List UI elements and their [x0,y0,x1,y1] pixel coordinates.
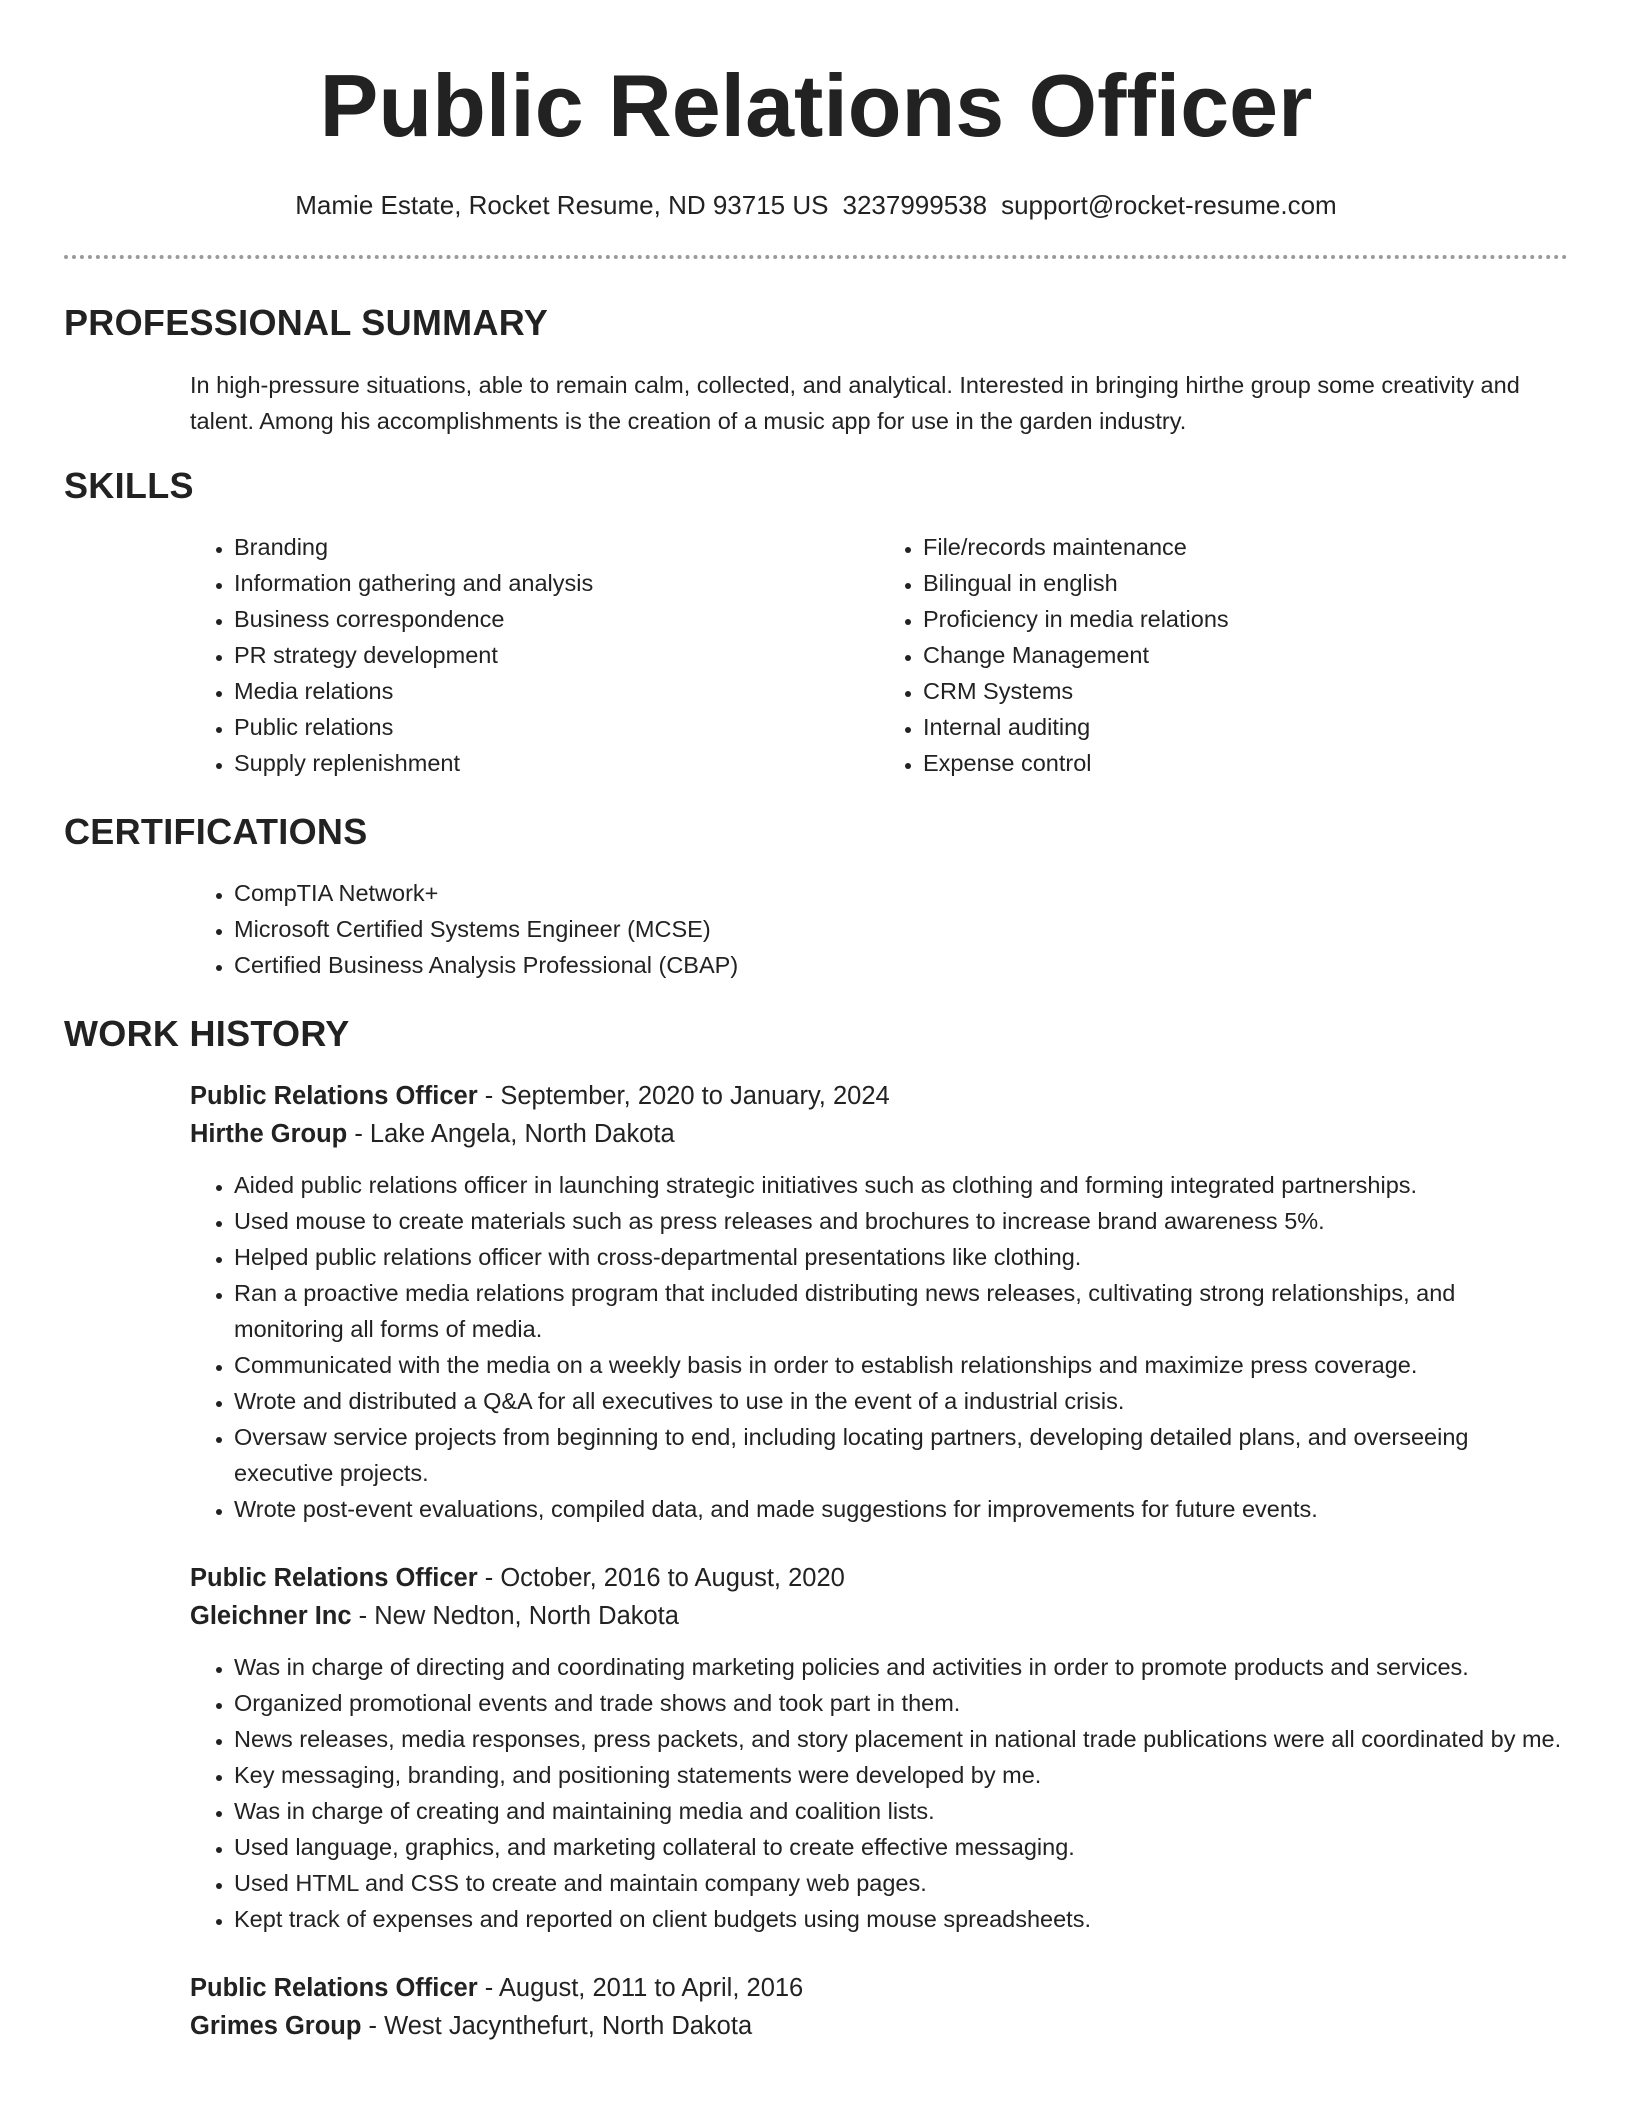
job-title-line [190,1559,1568,1597]
job-bullet: • Organized promotional events and trade shows and took part in them. [234,1685,1568,1721]
job-company: Hirthe Group [190,1120,348,1148]
job-company-line [190,1115,1568,1153]
skill-item: • Expense control [923,745,1568,781]
contact-line [64,190,1568,221]
job-dates: - September, 2020 to January, 2024 [477,1082,890,1110]
skill-item: • Information gathering and analysis [234,565,879,601]
job-location: - Lake Angela, North Dakota [347,1120,675,1148]
job-bullet: • Used mouse to create materials such as press releases and brochures to increase brand awareness 5%. [234,1203,1568,1239]
certifications-list [190,875,1568,983]
job-bullet: • Ran a proactive media relations program that included distributing news releases, cultivating strong relationships, and monitoring all forms of media. [234,1275,1568,1347]
skill-item: • File/records maintenance [923,529,1568,565]
certifications-heading: CERTIFICATIONS [64,811,368,852]
skill-item: • Branding [234,529,879,565]
job-bullet: • Communicated with the media on a weekly basis in order to establish relationships and maximize press coverage. [234,1347,1568,1383]
contact-phone: 3237999538 [842,190,988,220]
job-bullet: • Aided public relations officer in launching strategic initiatives such as clothing and forming integrated partnerships. [234,1167,1568,1203]
job-bullet: • Was in charge of directing and coordinating marketing policies and activities in order to promote products and services. [234,1649,1568,1685]
skills-list-right [879,529,1568,781]
job-bullet: • Used language, graphics, and marketing collateral to create effective messaging. [234,1829,1568,1865]
job-entry [190,1077,1568,1527]
summary-heading: PROFESSIONAL SUMMARY [64,302,549,343]
skill-item: • Proficiency in media relations [923,601,1568,637]
job-role: Public Relations Officer [190,1082,478,1110]
job-bullets [190,1167,1568,1527]
skill-item: • Public relations [234,709,879,745]
job-dates: - October, 2016 to August, 2020 [477,1564,845,1592]
work-history-heading: WORK HISTORY [64,1013,350,1054]
skill-item: • Media relations [234,673,879,709]
skill-item: • Business correspondence [234,601,879,637]
job-entry [190,1559,1568,1937]
skills-heading: SKILLS [64,465,194,506]
summary-text: In high-pressure situations, able to remain calm, collected, and analytical. Interested in bringing hirthe group some creativity and talent. Among his accomplishments is the creation of a music app for use in the garden industry. [190,372,1520,434]
job-title-line [190,1077,1568,1115]
job-bullet: • Wrote and distributed a Q&A for all executives to use in the event of a industrial crisis. [234,1383,1568,1419]
job-title-line [190,1969,1568,2007]
job-location: - New Nedton, North Dakota [351,1602,679,1630]
job-bullet: • Helped public relations officer with cross-departmental presentations like clothing. [234,1239,1568,1275]
job-role: Public Relations Officer [190,1974,478,2002]
job-dates: - August, 2011 to April, 2016 [477,1974,804,2002]
certification-item: • CompTIA Network+ [234,875,1568,911]
skill-item: • PR strategy development [234,637,879,673]
job-role: Public Relations Officer [190,1564,478,1592]
contact-address: Mamie Estate, Rocket Resume, ND 93715 US [295,190,829,220]
job-company-line [190,2007,1568,2045]
job-bullet: • Key messaging, branding, and positioning statements were developed by me. [234,1757,1568,1793]
certification-item: • Microsoft Certified Systems Engineer (MCSE) [234,911,1568,947]
skill-item: • Bilingual in english [923,565,1568,601]
skill-item: • CRM Systems [923,673,1568,709]
job-bullet: • Oversaw service projects from beginning to end, including locating partners, developing detailed plans, and overseeing executive projects. [234,1419,1568,1491]
skills-list-left [190,529,879,781]
job-location: - West Jacynthefurt, North Dakota [361,2012,753,2040]
skills-columns [190,529,1568,781]
job-company-line [190,1597,1568,1635]
resume-name: Public Relations Officer [319,56,1313,155]
skill-item: • Supply replenishment [234,745,879,781]
certification-item: • Certified Business Analysis Professional (CBAP) [234,947,1568,983]
skill-item: • Internal auditing [923,709,1568,745]
skill-item: • Change Management [923,637,1568,673]
job-company: Gleichner Inc [190,1602,352,1630]
contact-email[interactable]: support@rocket-resume.com [1001,190,1337,220]
job-company: Grimes Group [190,2012,362,2040]
job-bullet: • Kept track of expenses and reported on client budgets using mouse spreadsheets. [234,1901,1568,1937]
job-bullets [190,1649,1568,1937]
job-bullet: • Used HTML and CSS to create and maintain company web pages. [234,1865,1568,1901]
job-bullet: • Wrote post-event evaluations, compiled data, and made suggestions for improvements for future events. [234,1491,1568,1527]
header-divider [64,255,1568,259]
job-bullet: • Was in charge of creating and maintaining media and coalition lists. [234,1793,1568,1829]
job-entry [190,1969,1568,2045]
job-bullet: • News releases, media responses, press packets, and story placement in national trade publications were all coordinated by me. [234,1721,1568,1757]
